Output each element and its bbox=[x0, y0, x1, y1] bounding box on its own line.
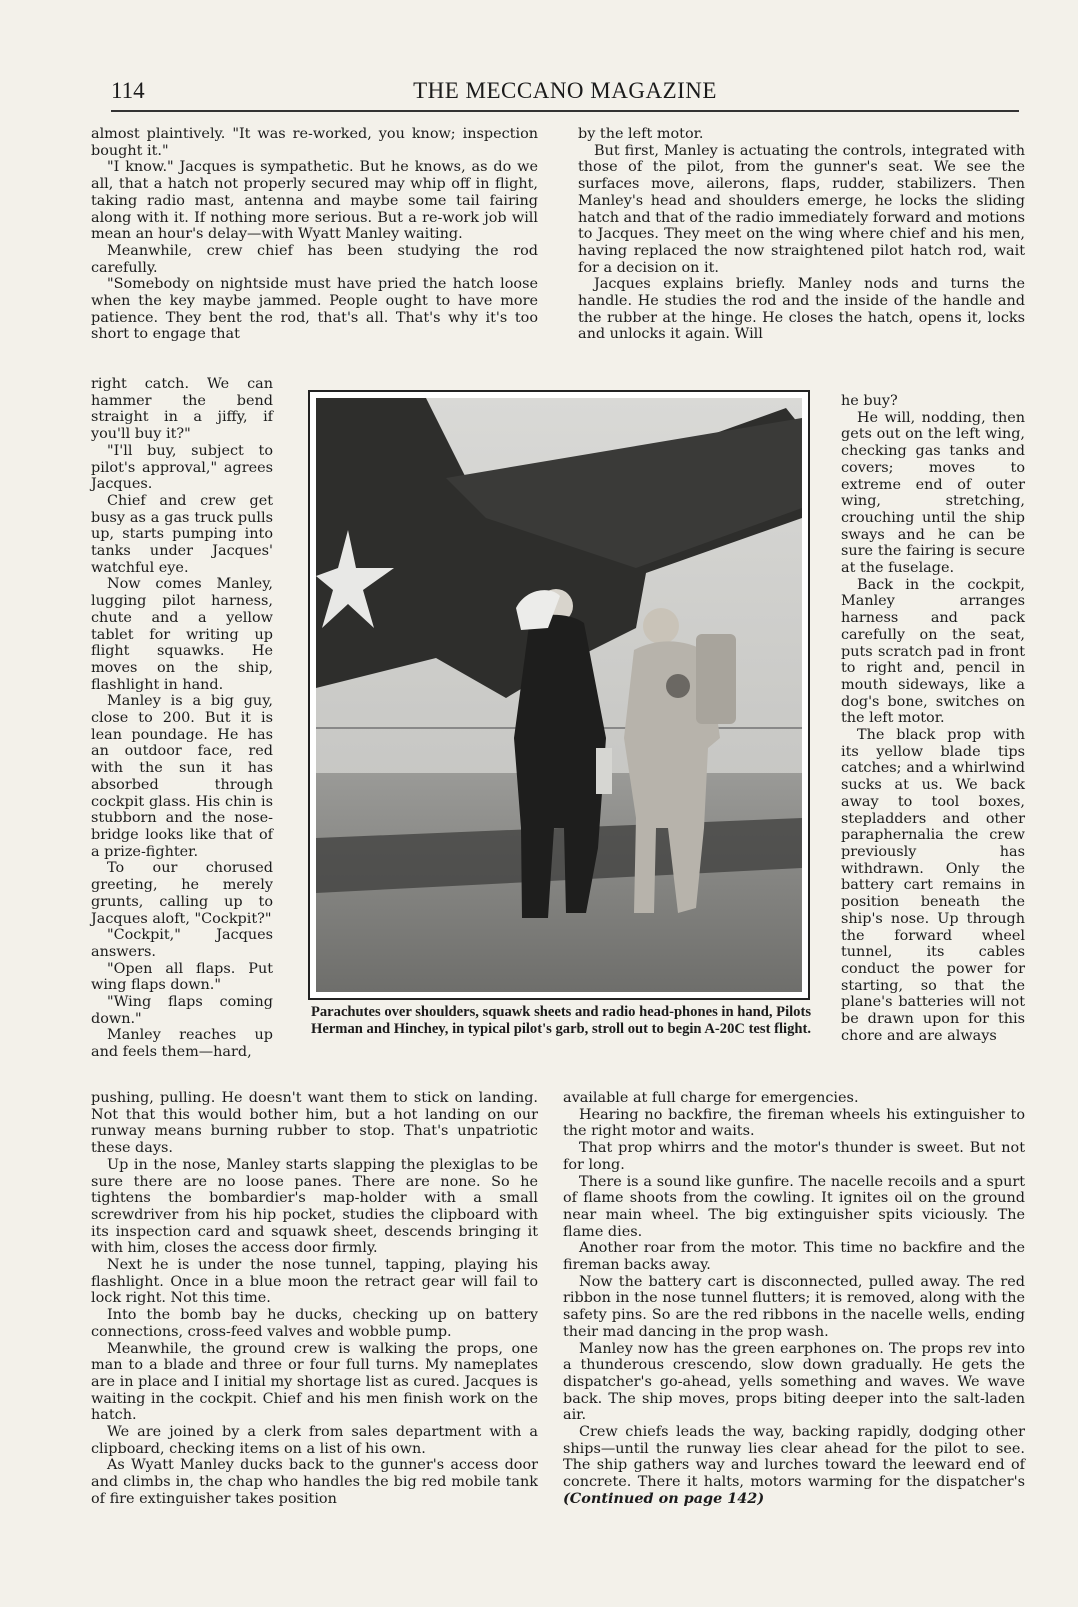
paragraph: "I know." Jacques is sympathetic. But he knows, as do we all, that a hatch not properly secured may whip off in flight, taking radio mast, antenna and maybe some tail fairing along with it. If nothing more serious. But a re-work job will mean an hour's delay—with Wyatt Manley waiting. bbox=[91, 159, 538, 243]
paragraph: pushing, pulling. He doesn't want them to stick on landing. Not that this would bother him, but a hot landing on our runway means burning rubber to stop. That's unpatriotic these days. bbox=[91, 1090, 538, 1157]
paragraph: That prop whirrs and the motor's thunder is sweet. But not for long. bbox=[563, 1140, 1025, 1173]
left-column-narrow bbox=[91, 376, 273, 1061]
paragraph: Hearing no backfire, the fireman wheels his extinguisher to the right motor and waits. bbox=[563, 1106, 1025, 1140]
magazine-title: THE MECCANO MAGAZINE bbox=[413, 78, 717, 103]
paragraph: The black prop with its yellow blade tips catches; and a whirlwind sucks at us. We back away to tool boxes, stepladders and other paraphernalia the crew previously has withdrawn. Only the battery cart remains in position beneath the ship's nose. Up through the forward wheel tunnel, its cables conduct the power for starting, so that the plane's batteries will not be drawn upon for this chore and are always bbox=[841, 727, 1025, 1044]
paragraph: Back in the cockpit, Manley arranges harness and pack carefully on the seat, puts scratch pad in front to right and, pencil in mouth sideways, like a dog's bone, switches on the left motor. bbox=[841, 576, 1025, 727]
photo-pilots-and-bomber bbox=[316, 398, 802, 992]
photo-caption: Parachutes over shoulders, squawk sheets and radio head-phones in hand, Pilots Herman and Hinchey, in typical pilot's garb, stroll out to begin A-20C test flight. bbox=[310, 1004, 812, 1038]
paragraph-text: Crew chiefs leads the way, backing rapidly, dodging other ships—until the runway lies clear ahead for the pilot to see. The ship gathers way and lurches toward the leeward end of concrete. There it halts, motors warming for the dispatcher's bbox=[563, 1424, 1025, 1491]
paragraph: As Wyatt Manley ducks back to the gunner's access door and climbs in, the chap who handles the big red mobile tank of fire extinguisher takes position bbox=[91, 1457, 538, 1507]
header-rule bbox=[111, 110, 1019, 112]
paragraph: Meanwhile, crew chief has been studying the rod carefully. bbox=[91, 242, 538, 276]
paragraph: available at full charge for emergencies. bbox=[563, 1090, 859, 1106]
paragraph: "Somebody on nightside must have pried the hatch loose when the key maybe jammed. People ought to have more patience. They bent the rod, that's all. That's why it's too short to engage that bbox=[91, 276, 538, 343]
photograph bbox=[308, 390, 810, 1000]
paragraph: We are joined by a clerk from sales department with a clipboard, checking items on a list of his own. bbox=[91, 1424, 538, 1457]
paragraph-final bbox=[563, 1424, 1025, 1508]
paragraph: Manley now has the green earphones on. The props rev into a thunderous crescendo, slow down gradually. He gets the dispatcher's go-ahead, yells something and waves. We wave back. The ship moves, props biting deeper into the salt-laden air. bbox=[563, 1340, 1025, 1424]
paragraph: Next he is under the nose tunnel, tapping, playing his flashlight. Once in a blue moon the retract gear will fail to lock right. Not this time. bbox=[91, 1257, 538, 1307]
paragraph: Now comes Manley, lugging pilot harness, chute and a yellow tablet for writing up flight squawks. He moves on the ship, flashlight in hand. bbox=[91, 576, 273, 693]
paragraph: Up in the nose, Manley starts slapping the plexiglas to be sure there are no loose panes. There are none. So he tightens the bombardier's map-holder with a small screwdriver from his hip pocket, studies the clipboard with its inspection card and squawk sheet, descends bringing it with him, closes the access door firmly. bbox=[91, 1156, 538, 1257]
paragraph: almost plaintively. "It was re-worked, you know; inspection bought it." bbox=[91, 126, 538, 159]
left-column-bottom bbox=[91, 1090, 538, 1508]
right-column-bottom bbox=[563, 1090, 1025, 1508]
paragraph: Jacques explains briefly. Manley nods and turns the handle. He studies the rod and the inside of the handle and the rubber at the hinge. He closes the hatch, opens it, locks and unlocks it again. Will bbox=[578, 276, 1025, 343]
paragraph: Manley reaches up and feels them—hard, bbox=[91, 1027, 273, 1061]
right-column-narrow bbox=[841, 393, 1025, 1044]
paragraph: "I'll buy, subject to pilot's approval," agrees Jacques. bbox=[91, 442, 273, 493]
page-header bbox=[111, 78, 1019, 108]
paragraph: Into the bomb bay he ducks, checking up on battery connections, cross-feed valves and wobble pump. bbox=[91, 1307, 538, 1340]
paragraph: "Open all flaps. Put wing flaps down." bbox=[91, 960, 273, 994]
paragraph: Now the battery cart is disconnected, pulled away. The red ribbon in the nose tunnel flutters; it is removed, along with the safety pins. So are the red ribbons in the nacelle wells, ending their mad dancing in the prop wash. bbox=[563, 1273, 1025, 1340]
paragraph: Another roar from the motor. This time no backfire and the fireman backs away. bbox=[563, 1240, 1025, 1274]
right-column-top bbox=[578, 126, 1025, 343]
continued-note: (Continued on page 142) bbox=[563, 1489, 765, 1507]
paragraph: right catch. We can hammer the bend straight in a jiffy, if you'll buy it?" bbox=[91, 376, 273, 443]
paragraph: Manley is a big guy, close to 200. But it is lean poundage. He has an outdoor face, red with the sun it has absorbed through cockpit glass. His chin is stubborn and the nose-bridge looks like that of a prize-fighter. bbox=[91, 693, 273, 860]
page-number: 114 bbox=[111, 78, 145, 103]
paragraph: There is a sound like gunfire. The nacelle recoils and a spurt of flame shoots from the cowling. It ignites oil on the ground near main wheel. The big extinguisher spits viciously. The flame dies. bbox=[563, 1173, 1025, 1240]
left-column-top bbox=[91, 126, 538, 343]
paragraph: To our chorused greeting, he merely grunts, calling up to Jacques aloft, "Cockpit?" bbox=[91, 860, 273, 927]
paragraph: Chief and crew get busy as a gas truck pulls up, starts pumping into tanks under Jacques' watchful eye. bbox=[91, 492, 273, 576]
paragraph: he buy? bbox=[841, 393, 898, 409]
paragraph: He will, nodding, then gets out on the left wing, checking gas tanks and covers; moves to extreme end of outer wing, stretching, crouching until the ship sways and he can be sure the fairing is secure at the fuselage. bbox=[841, 409, 1025, 577]
paragraph: "Wing flaps coming down." bbox=[91, 994, 273, 1027]
paragraph: "Cockpit," Jacques answers. bbox=[91, 927, 273, 960]
paragraph: by the left motor. bbox=[578, 126, 704, 142]
paragraph: But first, Manley is actuating the controls, integrated with those of the pilot, from the gunner's seat. We see the surfaces move, ailerons, flaps, rudder, stabilizers. Then Manley's head and shoulders emerge, he locks the sliding hatch and that of the radio immediately forward and motions to Jacques. They meet on the wing where chief and his men, having replaced the now straightened pilot hatch rod, wait for a decision on it. bbox=[578, 142, 1025, 276]
paragraph: Meanwhile, the ground crew is walking the props, one man to a blade and three or four full turns. My nameplates are in place and I initial my shortage list as cured. Jacques is waiting in the cockpit. Chief and his men finish work on the hatch. bbox=[91, 1340, 538, 1424]
